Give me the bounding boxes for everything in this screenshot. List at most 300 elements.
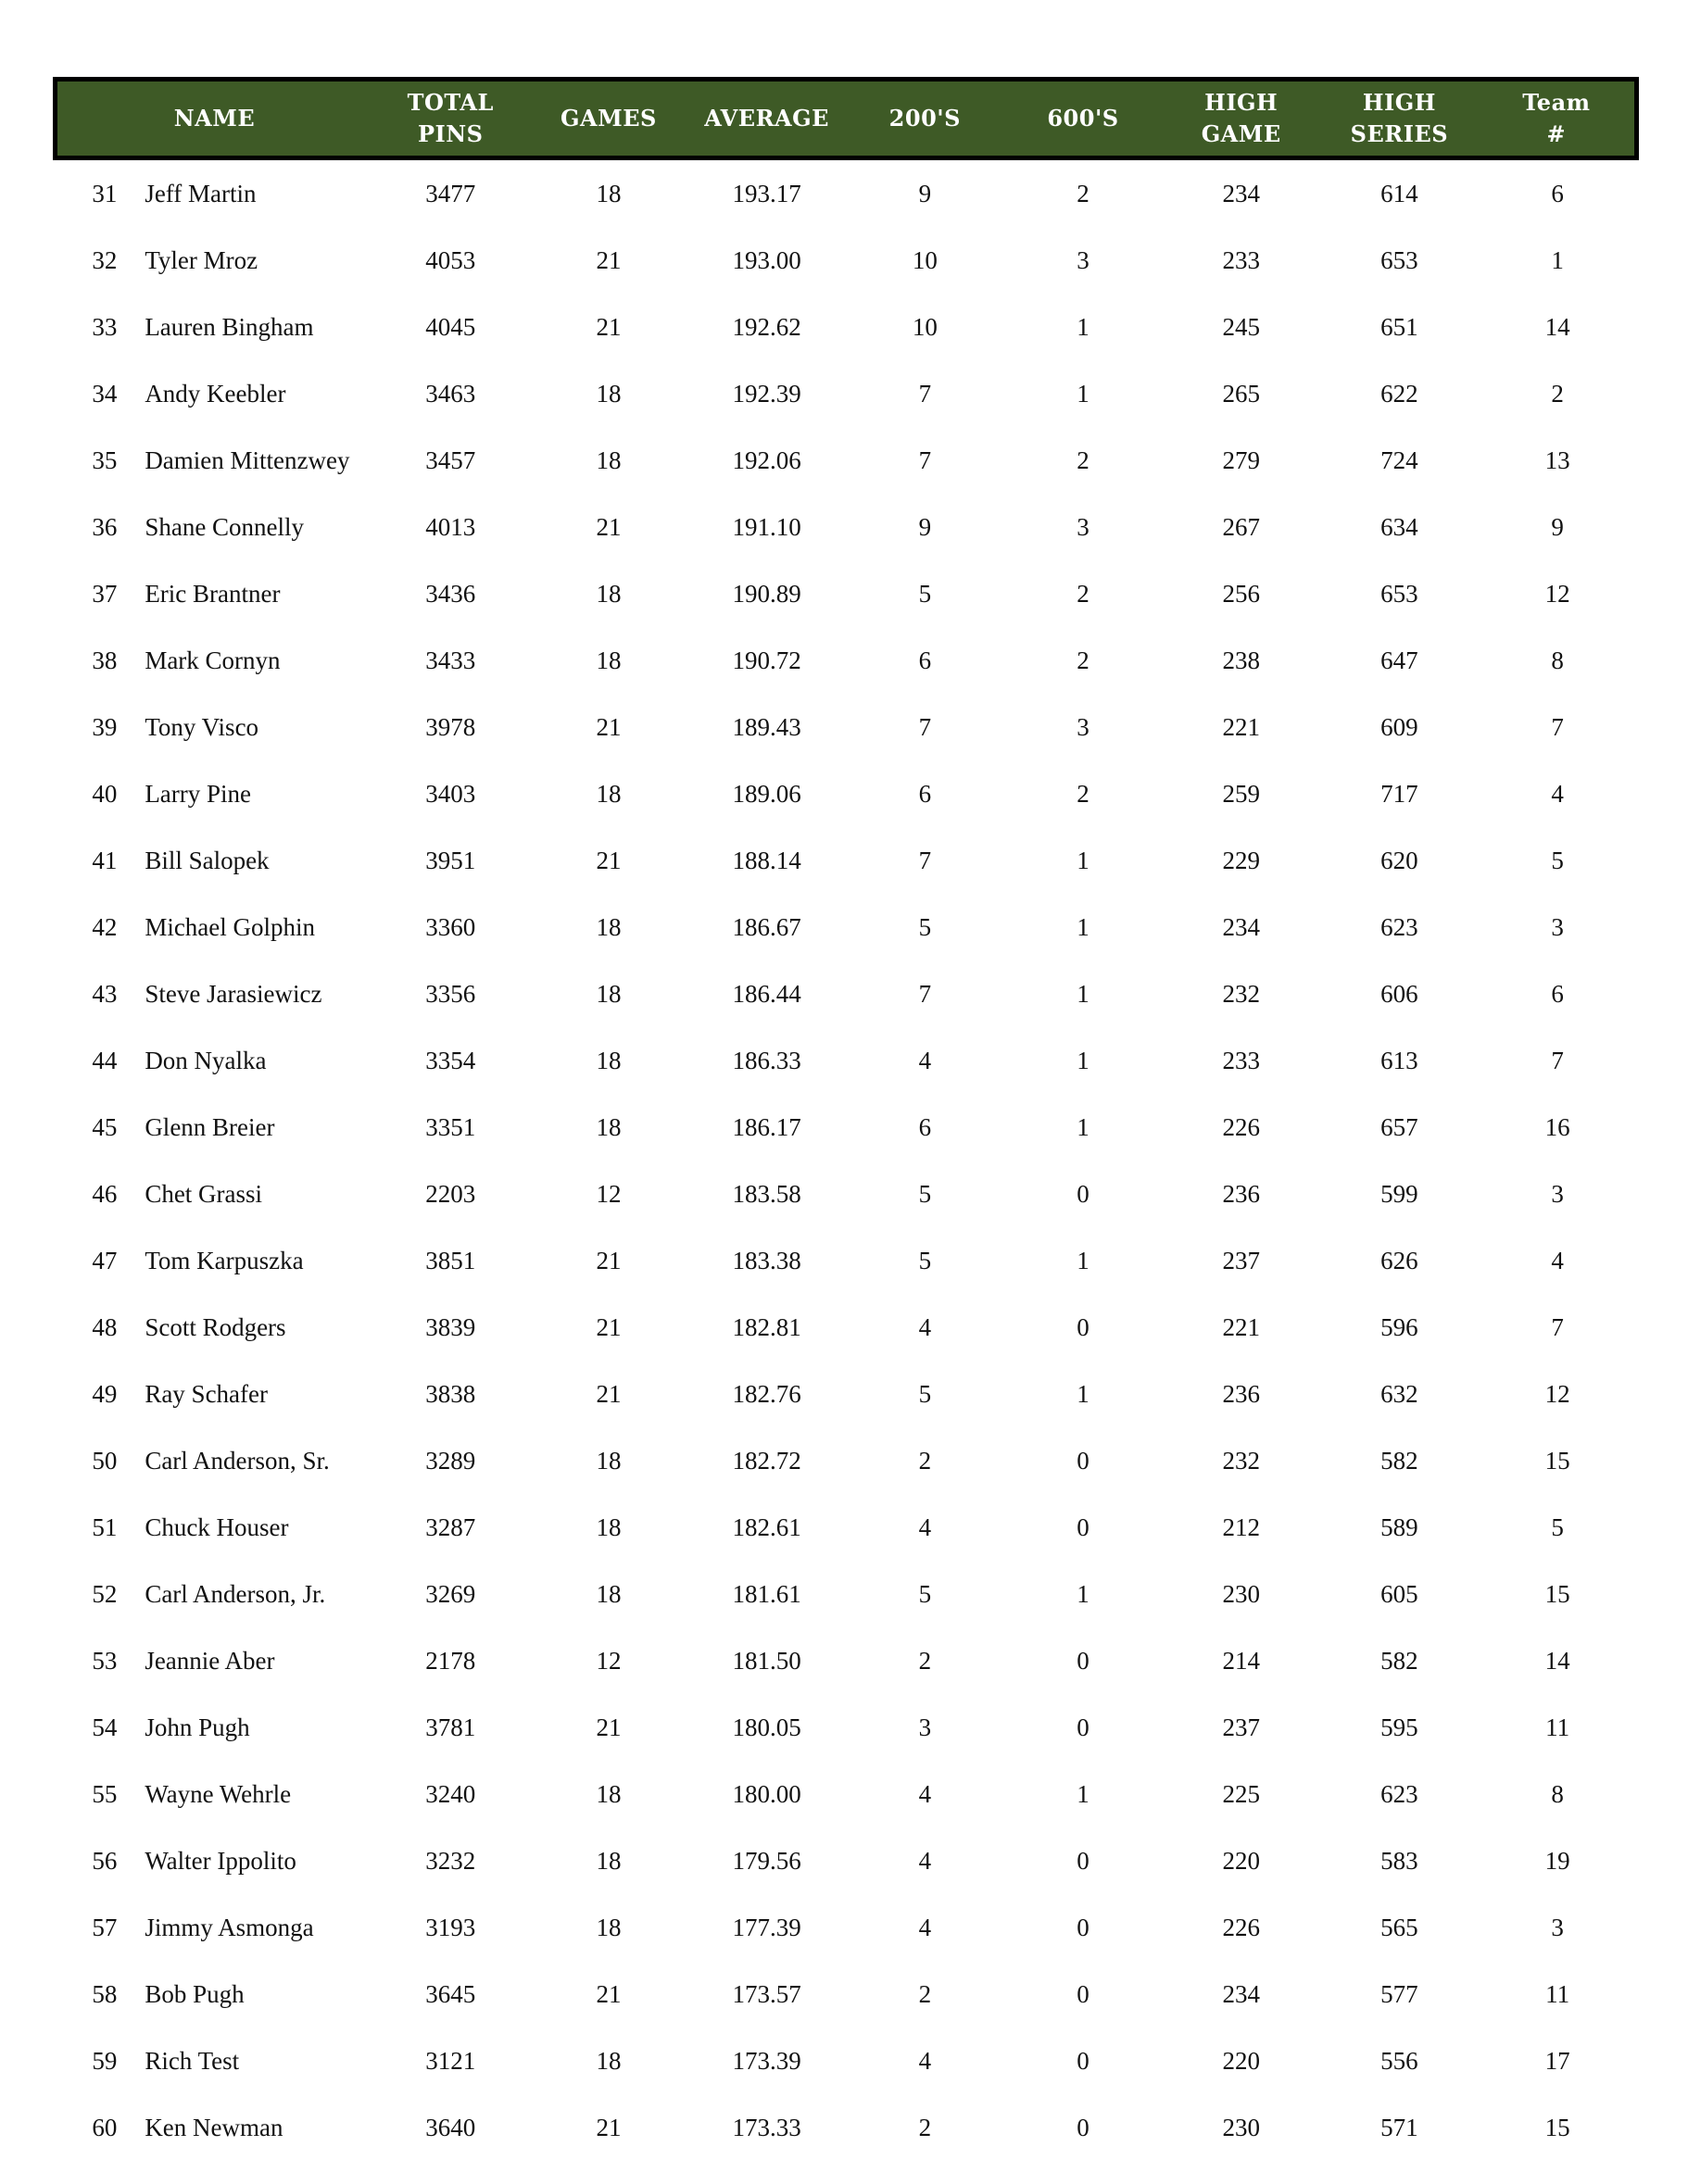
column-header-total_pins-line: PINS xyxy=(417,120,484,147)
name-cell: Ray Schafer xyxy=(145,1379,269,1408)
average-cell: 180.05 xyxy=(732,1713,801,1741)
average-cell: 193.17 xyxy=(732,179,801,207)
column-header-two_hundreds-line: 200'S xyxy=(888,105,961,132)
200s-cell: 5 xyxy=(918,579,932,608)
600s-cell: 0 xyxy=(1077,1646,1090,1675)
rank-cell: 36 xyxy=(92,512,118,541)
average-cell: 181.61 xyxy=(732,1579,801,1608)
rank-cell: 32 xyxy=(92,245,118,274)
600s-cell: 0 xyxy=(1077,1312,1090,1341)
team-number-cell: 12 xyxy=(1544,1379,1570,1408)
600s-cell: 1 xyxy=(1077,1579,1090,1608)
table-row xyxy=(56,694,1637,760)
name-cell: Andy Keebler xyxy=(145,379,286,408)
average-cell: 186.67 xyxy=(732,912,801,941)
high-series-cell: 623 xyxy=(1380,912,1418,941)
high-series-cell: 577 xyxy=(1380,1979,1418,2008)
high-game-cell: 234 xyxy=(1222,912,1260,941)
average-cell: 177.39 xyxy=(732,1913,801,1941)
rank-cell: 57 xyxy=(92,1913,118,1941)
200s-cell: 4 xyxy=(918,2046,932,2075)
table-row xyxy=(56,960,1637,1027)
200s-cell: 2 xyxy=(918,1979,932,2008)
column-header-high_series-line: SERIES xyxy=(1350,120,1449,147)
games-cell: 18 xyxy=(596,2046,622,2075)
average-cell: 182.72 xyxy=(732,1446,801,1475)
200s-cell: 4 xyxy=(918,1779,932,1808)
high-series-cell: 623 xyxy=(1380,1779,1418,1808)
standings-table xyxy=(53,77,1639,2161)
games-cell: 18 xyxy=(596,379,622,408)
600s-cell: 0 xyxy=(1077,2113,1090,2141)
table-row xyxy=(56,360,1637,427)
200s-cell: 4 xyxy=(918,1846,932,1875)
standings-body xyxy=(56,158,1637,2162)
total-pins-cell: 3781 xyxy=(425,1713,476,1741)
table-row xyxy=(56,1161,1637,1227)
600s-cell: 3 xyxy=(1077,245,1090,274)
games-cell: 21 xyxy=(596,245,622,274)
high-series-cell: 634 xyxy=(1380,512,1418,541)
average-cell: 186.17 xyxy=(732,1112,801,1141)
600s-cell: 0 xyxy=(1077,1512,1090,1541)
name-cell: Tom Karpuszka xyxy=(145,1246,304,1274)
column-header-name xyxy=(56,80,372,158)
games-cell: 21 xyxy=(596,1312,622,1341)
games-cell: 21 xyxy=(596,1246,622,1274)
600s-cell: 1 xyxy=(1077,1046,1090,1074)
name-cell: Rich Test xyxy=(145,2046,240,2075)
column-header-high_game xyxy=(1162,80,1320,158)
column-header-six_hundreds xyxy=(1004,80,1163,158)
200s-cell: 5 xyxy=(918,912,932,941)
name-cell: Ken Newman xyxy=(145,2113,283,2141)
high-series-cell: 565 xyxy=(1380,1913,1418,1941)
high-series-cell: 657 xyxy=(1380,1112,1418,1141)
games-cell: 21 xyxy=(596,512,622,541)
name-cell: Carl Anderson, Jr. xyxy=(145,1579,326,1608)
average-cell: 189.06 xyxy=(732,779,801,808)
high-game-cell: 232 xyxy=(1222,979,1260,1008)
name-cell: Mark Cornyn xyxy=(145,646,281,674)
rank-cell: 31 xyxy=(92,179,118,207)
rank-cell: 55 xyxy=(92,1779,118,1808)
600s-cell: 1 xyxy=(1077,379,1090,408)
200s-cell: 5 xyxy=(918,1179,932,1208)
200s-cell: 2 xyxy=(918,1646,932,1675)
high-game-cell: 279 xyxy=(1222,446,1260,474)
column-header-games xyxy=(530,80,688,158)
average-cell: 186.33 xyxy=(732,1046,801,1074)
600s-cell: 0 xyxy=(1077,1446,1090,1475)
total-pins-cell: 4053 xyxy=(425,245,476,274)
name-cell: Jeff Martin xyxy=(145,179,257,207)
600s-cell: 3 xyxy=(1077,712,1090,741)
total-pins-cell: 3477 xyxy=(425,179,476,207)
600s-cell: 2 xyxy=(1077,646,1090,674)
table-row xyxy=(56,1294,1637,1361)
column-header-name-line: NAME xyxy=(173,105,256,132)
rank-cell: 59 xyxy=(92,2046,118,2075)
200s-cell: 5 xyxy=(918,1379,932,1408)
name-cell: Scott Rodgers xyxy=(145,1312,286,1341)
high-series-cell: 622 xyxy=(1380,379,1418,408)
high-series-cell: 596 xyxy=(1380,1312,1418,1341)
600s-cell: 1 xyxy=(1077,1246,1090,1274)
team-number-cell: 17 xyxy=(1544,2046,1570,2075)
average-cell: 186.44 xyxy=(732,979,801,1008)
games-cell: 18 xyxy=(596,1579,622,1608)
average-cell: 182.81 xyxy=(732,1312,801,1341)
200s-cell: 5 xyxy=(918,1246,932,1274)
games-cell: 21 xyxy=(596,712,622,741)
name-cell: Shane Connelly xyxy=(145,512,305,541)
name-cell: Jeannie Aber xyxy=(145,1646,275,1675)
games-cell: 18 xyxy=(596,1913,622,1941)
table-row xyxy=(56,427,1637,494)
high-game-cell: 238 xyxy=(1222,646,1260,674)
table-row xyxy=(56,1827,1637,1894)
total-pins-cell: 3351 xyxy=(425,1112,476,1141)
average-cell: 192.06 xyxy=(732,446,801,474)
name-cell: Jimmy Asmonga xyxy=(145,1913,314,1941)
total-pins-cell: 4013 xyxy=(425,512,476,541)
table-row xyxy=(56,1961,1637,2027)
rank-cell: 35 xyxy=(92,446,118,474)
table-row xyxy=(56,1494,1637,1561)
total-pins-cell: 3403 xyxy=(425,779,476,808)
high-game-cell: 221 xyxy=(1222,1312,1260,1341)
table-row xyxy=(56,227,1637,294)
rank-cell: 51 xyxy=(92,1512,118,1541)
high-series-cell: 605 xyxy=(1380,1579,1418,1608)
games-cell: 12 xyxy=(596,1646,622,1675)
600s-cell: 0 xyxy=(1077,1913,1090,1941)
name-cell: Bill Salopek xyxy=(145,846,270,874)
200s-cell: 7 xyxy=(918,979,932,1008)
name-cell: Steve Jarasiewicz xyxy=(145,979,322,1008)
team-number-cell: 8 xyxy=(1551,646,1564,674)
high-series-cell: 651 xyxy=(1380,312,1418,341)
200s-cell: 6 xyxy=(918,779,932,808)
200s-cell: 2 xyxy=(918,1446,932,1475)
column-header-team_number-line: Team xyxy=(1522,89,1591,116)
rank-cell: 49 xyxy=(92,1379,118,1408)
high-game-cell: 259 xyxy=(1222,779,1260,808)
total-pins-cell: 3356 xyxy=(425,979,476,1008)
table-row xyxy=(56,1761,1637,1827)
team-number-cell: 14 xyxy=(1544,312,1570,341)
team-number-cell: 3 xyxy=(1551,1179,1564,1208)
rank-cell: 34 xyxy=(92,379,118,408)
average-cell: 190.89 xyxy=(732,579,801,608)
average-cell: 173.57 xyxy=(732,1979,801,2008)
column-header-average xyxy=(687,80,846,158)
table-row xyxy=(56,1094,1637,1161)
team-number-cell: 2 xyxy=(1551,379,1564,408)
name-cell: Carl Anderson, Sr. xyxy=(145,1446,330,1475)
high-game-cell: 234 xyxy=(1222,179,1260,207)
team-number-cell: 15 xyxy=(1544,1579,1570,1608)
team-number-cell: 12 xyxy=(1544,579,1570,608)
name-cell: Tony Visco xyxy=(145,712,259,741)
average-cell: 181.50 xyxy=(732,1646,801,1675)
rank-cell: 53 xyxy=(92,1646,118,1675)
table-row xyxy=(56,1361,1637,1427)
total-pins-cell: 3851 xyxy=(425,1246,476,1274)
name-cell: Lauren Bingham xyxy=(145,312,314,341)
200s-cell: 4 xyxy=(918,1312,932,1341)
column-header-high_series-line: HIGH xyxy=(1362,89,1436,116)
high-series-cell: 609 xyxy=(1380,712,1418,741)
table-row xyxy=(56,1694,1637,1761)
600s-cell: 3 xyxy=(1077,512,1090,541)
600s-cell: 1 xyxy=(1077,1379,1090,1408)
column-header-six_hundreds-line: 600'S xyxy=(1047,105,1119,132)
column-header-total_pins xyxy=(372,80,530,158)
team-number-cell: 6 xyxy=(1551,179,1564,207)
rank-cell: 48 xyxy=(92,1312,118,1341)
high-series-cell: 613 xyxy=(1380,1046,1418,1074)
table-row xyxy=(56,1894,1637,1961)
total-pins-cell: 3193 xyxy=(425,1913,476,1941)
games-cell: 18 xyxy=(596,979,622,1008)
column-header-average-line: AVERAGE xyxy=(704,105,829,132)
rank-cell: 52 xyxy=(92,1579,118,1608)
high-series-cell: 606 xyxy=(1380,979,1418,1008)
200s-cell: 2 xyxy=(918,2113,932,2141)
200s-cell: 9 xyxy=(918,179,932,207)
average-cell: 182.61 xyxy=(732,1512,801,1541)
total-pins-cell: 3232 xyxy=(425,1846,476,1875)
team-number-cell: 15 xyxy=(1544,2113,1570,2141)
600s-cell: 0 xyxy=(1077,1979,1090,2008)
high-game-cell: 236 xyxy=(1222,1379,1260,1408)
column-header-high_game-line: HIGH xyxy=(1204,89,1279,116)
high-game-cell: 212 xyxy=(1222,1512,1260,1541)
team-number-cell: 7 xyxy=(1551,712,1564,741)
average-cell: 189.43 xyxy=(732,712,801,741)
high-series-cell: 582 xyxy=(1380,1646,1418,1675)
high-game-cell: 245 xyxy=(1222,312,1260,341)
team-number-cell: 3 xyxy=(1551,1913,1564,1941)
table-row xyxy=(56,1027,1637,1094)
games-cell: 21 xyxy=(596,1379,622,1408)
rank-cell: 39 xyxy=(92,712,118,741)
600s-cell: 1 xyxy=(1077,1779,1090,1808)
games-cell: 18 xyxy=(596,779,622,808)
table-row xyxy=(56,1627,1637,1694)
total-pins-cell: 3121 xyxy=(425,2046,476,2075)
200s-cell: 4 xyxy=(918,1046,932,1074)
high-game-cell: 236 xyxy=(1222,1179,1260,1208)
high-game-cell: 226 xyxy=(1222,1112,1260,1141)
total-pins-cell: 3838 xyxy=(425,1379,476,1408)
average-cell: 173.39 xyxy=(732,2046,801,2075)
600s-cell: 0 xyxy=(1077,1846,1090,1875)
column-header-team_number xyxy=(1479,80,1637,158)
average-cell: 182.76 xyxy=(732,1379,801,1408)
average-cell: 173.33 xyxy=(732,2113,801,2141)
name-cell: Chuck Houser xyxy=(145,1512,289,1541)
rank-cell: 58 xyxy=(92,1979,118,2008)
high-series-cell: 599 xyxy=(1380,1179,1418,1208)
table-row xyxy=(56,760,1637,827)
total-pins-cell: 3436 xyxy=(425,579,476,608)
table-row xyxy=(56,1561,1637,1627)
rank-cell: 47 xyxy=(92,1246,118,1274)
600s-cell: 2 xyxy=(1077,579,1090,608)
table-row xyxy=(56,2094,1637,2161)
table-row xyxy=(56,494,1637,560)
team-number-cell: 13 xyxy=(1544,446,1570,474)
name-cell: Wayne Wehrle xyxy=(145,1779,292,1808)
high-series-cell: 626 xyxy=(1380,1246,1418,1274)
200s-cell: 10 xyxy=(912,245,938,274)
600s-cell: 1 xyxy=(1077,312,1090,341)
high-series-cell: 620 xyxy=(1380,846,1418,874)
high-game-cell: 232 xyxy=(1222,1446,1260,1475)
total-pins-cell: 3240 xyxy=(425,1779,476,1808)
total-pins-cell: 3287 xyxy=(425,1512,476,1541)
average-cell: 192.39 xyxy=(732,379,801,408)
200s-cell: 6 xyxy=(918,646,932,674)
600s-cell: 0 xyxy=(1077,2046,1090,2075)
games-cell: 21 xyxy=(596,1713,622,1741)
name-cell: Don Nyalka xyxy=(145,1046,267,1074)
team-number-cell: 1 xyxy=(1551,245,1564,274)
high-game-cell: 237 xyxy=(1222,1713,1260,1741)
games-cell: 21 xyxy=(596,1979,622,2008)
200s-cell: 7 xyxy=(918,379,932,408)
games-cell: 18 xyxy=(596,179,622,207)
total-pins-cell: 3839 xyxy=(425,1312,476,1341)
total-pins-cell: 3289 xyxy=(425,1446,476,1475)
rank-cell: 46 xyxy=(92,1179,118,1208)
table-row xyxy=(56,827,1637,894)
600s-cell: 1 xyxy=(1077,1112,1090,1141)
high-game-cell: 220 xyxy=(1222,2046,1260,2075)
rank-cell: 44 xyxy=(92,1046,118,1074)
games-cell: 21 xyxy=(596,846,622,874)
table-row xyxy=(56,560,1637,627)
high-series-cell: 632 xyxy=(1380,1379,1418,1408)
high-series-cell: 614 xyxy=(1380,179,1418,207)
high-game-cell: 221 xyxy=(1222,712,1260,741)
average-cell: 191.10 xyxy=(732,512,801,541)
games-cell: 18 xyxy=(596,446,622,474)
high-game-cell: 225 xyxy=(1222,1779,1260,1808)
600s-cell: 0 xyxy=(1077,1713,1090,1741)
high-game-cell: 265 xyxy=(1222,379,1260,408)
600s-cell: 2 xyxy=(1077,179,1090,207)
rank-cell: 40 xyxy=(92,779,118,808)
column-header-high_series xyxy=(1320,80,1479,158)
high-game-cell: 237 xyxy=(1222,1246,1260,1274)
name-cell: Tyler Mroz xyxy=(145,245,258,274)
rank-cell: 42 xyxy=(92,912,118,941)
200s-cell: 10 xyxy=(912,312,938,341)
200s-cell: 3 xyxy=(918,1713,932,1741)
total-pins-cell: 3978 xyxy=(425,712,476,741)
header-row xyxy=(56,80,1637,158)
team-number-cell: 7 xyxy=(1551,1046,1564,1074)
name-cell: Eric Brantner xyxy=(145,579,281,608)
200s-cell: 5 xyxy=(918,1579,932,1608)
high-game-cell: 230 xyxy=(1222,1579,1260,1608)
200s-cell: 7 xyxy=(918,446,932,474)
total-pins-cell: 3360 xyxy=(425,912,476,941)
average-cell: 193.00 xyxy=(732,245,801,274)
total-pins-cell: 3951 xyxy=(425,846,476,874)
games-cell: 18 xyxy=(596,1446,622,1475)
high-series-cell: 595 xyxy=(1380,1713,1418,1741)
high-series-cell: 717 xyxy=(1380,779,1418,808)
high-series-cell: 583 xyxy=(1380,1846,1418,1875)
team-number-cell: 4 xyxy=(1551,1246,1564,1274)
name-cell: Chet Grassi xyxy=(145,1179,263,1208)
column-header-total_pins-line: TOTAL xyxy=(407,89,494,116)
table-row xyxy=(56,1427,1637,1494)
name-cell: John Pugh xyxy=(145,1713,250,1741)
200s-cell: 9 xyxy=(918,512,932,541)
200s-cell: 7 xyxy=(918,712,932,741)
average-cell: 192.62 xyxy=(732,312,801,341)
average-cell: 188.14 xyxy=(732,846,801,874)
team-number-cell: 15 xyxy=(1544,1446,1570,1475)
rank-cell: 50 xyxy=(92,1446,118,1475)
high-game-cell: 230 xyxy=(1222,2113,1260,2141)
name-cell: Glenn Breier xyxy=(145,1112,275,1141)
table-row xyxy=(56,2027,1637,2094)
high-game-cell: 220 xyxy=(1222,1846,1260,1875)
total-pins-cell: 3269 xyxy=(425,1579,476,1608)
rank-cell: 41 xyxy=(92,846,118,874)
team-number-cell: 19 xyxy=(1544,1846,1570,1875)
average-cell: 183.38 xyxy=(732,1246,801,1274)
high-game-cell: 229 xyxy=(1222,846,1260,874)
team-number-cell: 5 xyxy=(1551,846,1564,874)
total-pins-cell: 3645 xyxy=(425,1979,476,2008)
team-number-cell: 6 xyxy=(1551,979,1564,1008)
600s-cell: 0 xyxy=(1077,1179,1090,1208)
name-cell: Michael Golphin xyxy=(145,912,316,941)
column-header-games-line: GAMES xyxy=(561,105,657,132)
rank-cell: 45 xyxy=(92,1112,118,1141)
high-game-cell: 233 xyxy=(1222,1046,1260,1074)
games-cell: 18 xyxy=(596,912,622,941)
600s-cell: 2 xyxy=(1077,446,1090,474)
column-header-two_hundreds xyxy=(846,80,1004,158)
team-number-cell: 8 xyxy=(1551,1779,1564,1808)
rank-cell: 60 xyxy=(92,2113,118,2141)
team-number-cell: 11 xyxy=(1545,1979,1570,2008)
high-game-cell: 233 xyxy=(1222,245,1260,274)
rank-cell: 33 xyxy=(92,312,118,341)
high-game-cell: 214 xyxy=(1222,1646,1260,1675)
team-number-cell: 5 xyxy=(1551,1512,1564,1541)
600s-cell: 1 xyxy=(1077,912,1090,941)
total-pins-cell: 4045 xyxy=(425,312,476,341)
name-cell: Walter Ippolito xyxy=(145,1846,296,1875)
total-pins-cell: 3640 xyxy=(425,2113,476,2141)
600s-cell: 1 xyxy=(1077,979,1090,1008)
rank-cell: 37 xyxy=(92,579,118,608)
total-pins-cell: 3457 xyxy=(425,446,476,474)
games-cell: 21 xyxy=(596,2113,622,2141)
total-pins-cell: 2178 xyxy=(425,1646,476,1675)
high-series-cell: 724 xyxy=(1380,446,1418,474)
